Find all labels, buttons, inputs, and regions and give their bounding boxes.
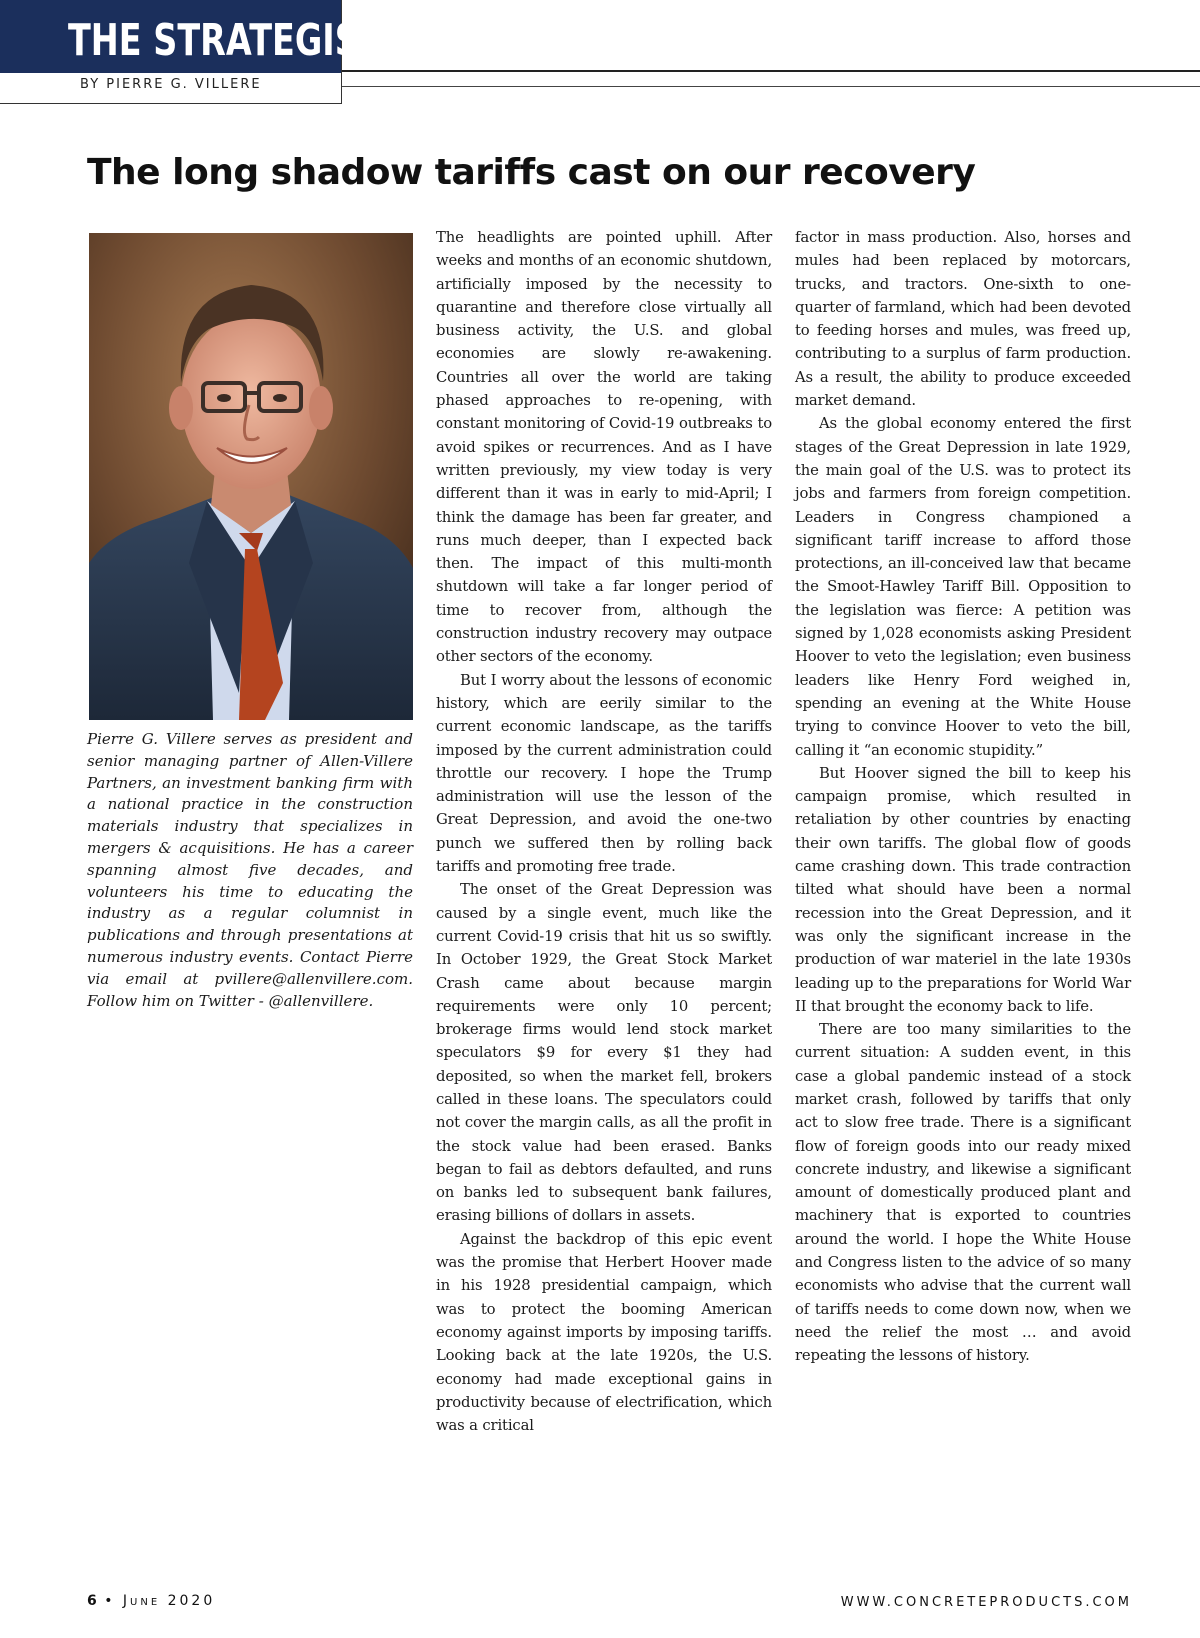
footer-website: WWW.CONCRETEPRODUCTS.COM (840, 1595, 1132, 1610)
paragraph: Against the backdrop of this epic event was the promise that Herbert Hoover made in his 1928 presidential campaign, which was to protect the booming American economy against imports by imposing tariffs. Looking back at the late 1920s, the U.S. economy had made exceptional gains in productivity because of electrification, which was a critical (436, 1230, 772, 1435)
article-column-2 (795, 226, 1131, 1368)
masthead (0, 0, 382, 104)
author-bio-caption: Pierre G. Villere serves as president and senior managing partner of Allen-Villere Partners, an investment banking firm with a national practice in the construction materials industry that specializes in mergers & acquisitions. He has a career spanning almost five decades, and volunteers his time to educating the industry as a regular columnist in publications and through presentations at numerous industry events. Contact Pierre via email at pvillere@allenvillere.com. Follow him on Twitter - @allenvillere. (87, 730, 413, 1010)
page-number: 6 (87, 1593, 97, 1609)
footer-separator: • (104, 1593, 116, 1609)
paragraph: But I worry about the lessons of economic history, which are eerily similar to the current economic landscape, as the tariffs imposed by the current administration could throttle our recovery. I hope the Trump administration will use the lesson of the Great Depression, and avoid the one-two punch we suffered then by rolling back tariffs and promoting free trade. (436, 671, 772, 876)
article-headline: The long shadow tariffs cast on our recovery (87, 152, 976, 193)
article-column-1 (436, 226, 772, 1437)
author-photo (89, 233, 413, 720)
header-rule-thin (342, 86, 1200, 87)
header-rule-thick (342, 70, 1200, 72)
paragraph: The onset of the Great Depression was caused by a single event, much like the current Covid-19 crisis that hit us so swiftly. In October 1929, the Great Stock Market Crash came about because margin requirements were only 10 percent; brokerage firms would lend stock market speculators $9 for every $1 they had deposited, so when the market fell, brokers called in these loans. The speculators could not cover the margin calls, as all the profit in the stock value had been erased. Banks began to fail as debtors defaulted, and runs on banks led to subsequent bank failures, erasing billions of dollars in assets. (436, 881, 772, 1225)
paragraph: The headlights are pointed uphill. After weeks and months of an economic shutdown, artificially imposed by the necessity to quarantine and therefore close virtually all business activity, the U.S. and global economies are slowly re-awakening. Countries all over the world are taking phased approaches to re-opening, with constant monitoring of Covid-19 outbreaks to avoid spikes or recurrences. And as I have written previously, my view today is very different than it was in early to mid-April; I think the damage has been far greater, and runs much deeper, than I expected back then. The impact of this multi-month shutdown will take a far longer period of time to recover from, although the construction industry recovery may outpace other sectors of the economy. (436, 229, 772, 666)
issue-date: June 2020 (122, 1593, 216, 1609)
masthead-title: THE STRATEGIST (68, 15, 382, 66)
paragraph: But Hoover signed the bill to keep his campaign promise, which resulted in retaliation by other countries by enacting their own tariffs. The global flow of goods came crashing down. This trade contraction tilted what should have been a normal recession into the Great Depression, and it was only the significant increase in the production of war materiel in the late 1930s leading up to the preparations for World War II that brought the economy back to life. (795, 764, 1131, 1015)
masthead-byline: BY PIERRE G. VILLERE (80, 77, 262, 92)
paragraph: factor in mass production. Also, horses and mules had been replaced by motorcars, trucks, and tractors. One-sixth to one-quarter of farmland, which had been devoted to feeding horses and mules, was freed up, contributing to a surplus of farm production. As a result, the ability to produce exceeded market demand. (795, 229, 1131, 410)
paragraph: As the global economy entered the first stages of the Great Depression in late 1929, the main goal of the U.S. was to protect its jobs and farmers from foreign competition. Leaders in Congress championed a significant tariff increase to afford those protections, an ill-conceived law that became the Smoot-Hawley Tariff Bill. Opposition to the legislation was fierce: A petition was signed by 1,028 economists asking President Hoover to veto the legislation; even business leaders like Henry Ford weighed in, spending an evening at the White House trying to convince Hoover to veto the bill, calling it “an economic stupidity.” (795, 415, 1131, 759)
footer-folio (87, 1593, 215, 1609)
paragraph: There are too many similarities to the current situation: A sudden event, in this case a global pandemic instead of a stock market crash, followed by tariffs that only act to slow free trade. There is a significant flow of foreign goods into our ready mixed concrete industry, and likewise a significant amount of domestically produced plant and machinery that is exported to countries around the world. I hope the White House and Congress listen to the advice of so many economists who advise that the current wall of tariffs needs to come down now, when we need the relief the most … and avoid repeating the lessons of history. (795, 1021, 1131, 1365)
